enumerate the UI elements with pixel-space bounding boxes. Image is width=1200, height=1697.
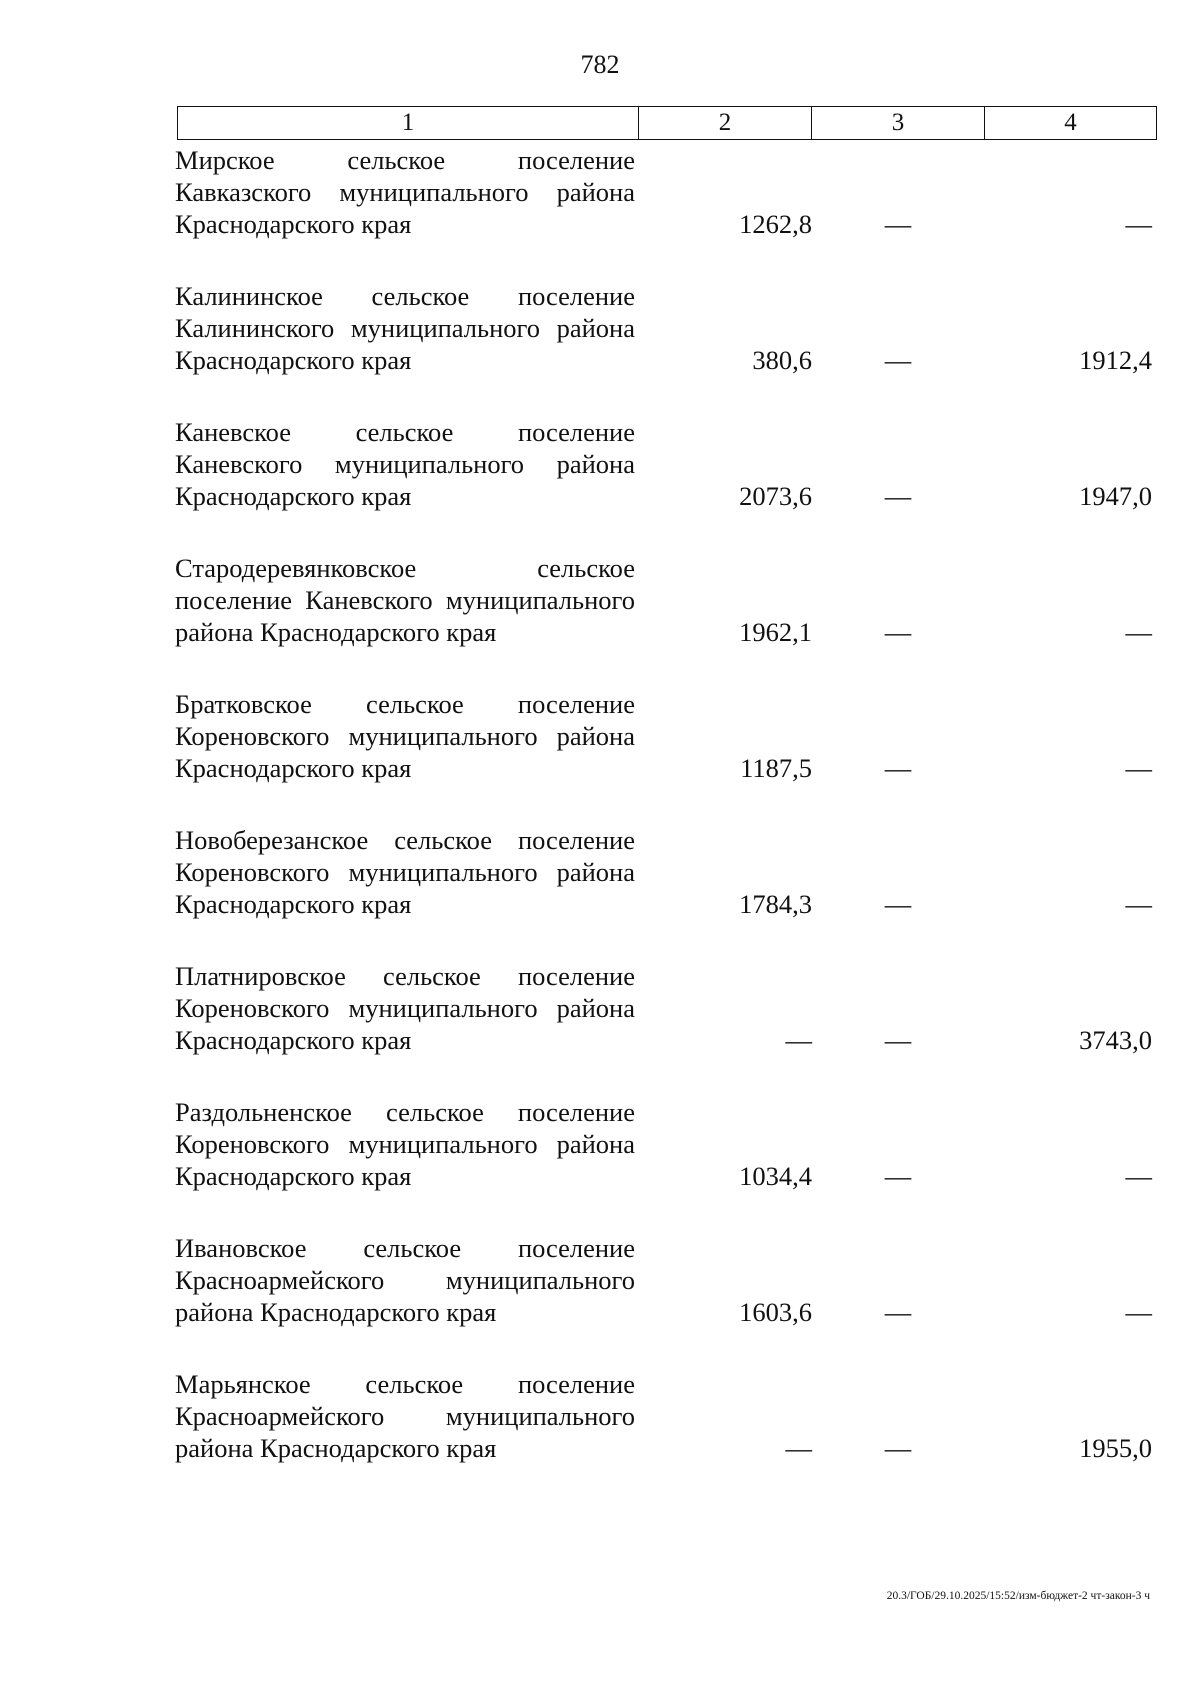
value-col-3: — (884, 889, 912, 919)
value-col-2: 1784,3 (739, 889, 812, 919)
header-col-1: 1 (178, 107, 639, 139)
table-row (0, 552, 1200, 684)
settlement-name: Стародеревянковское сельское поселение Каневского муниципального района Краснодарского края (175, 553, 635, 647)
table-row (0, 1096, 1200, 1228)
document-footer-code: 20.3/ГОБ/29.10.2025/15:52/изм-бюджет-2 чт-закон-3 ч (886, 1590, 1150, 1602)
table-header (177, 106, 1157, 140)
table-row (0, 1368, 1200, 1500)
settlement-name: Ивановское сельское поселение Красноармейского муниципального района Краснодарского края (175, 1233, 635, 1327)
value-col-3: — (884, 1433, 912, 1463)
value-col-4: 1912,4 (1079, 345, 1152, 375)
value-col-2: 1187,5 (740, 753, 812, 783)
table-row (0, 416, 1200, 548)
value-col-2: 1603,6 (739, 1297, 812, 1327)
value-col-2: 1262,8 (739, 209, 812, 239)
value-col-3: — (884, 1297, 912, 1327)
value-col-3: — (884, 753, 912, 783)
header-col-3: 3 (812, 107, 985, 139)
value-col-3: — (884, 1025, 912, 1055)
value-col-4: — (1125, 617, 1152, 647)
settlement-name: Платнировское сельское поселение Кореновского муниципального района Краснодарского края (175, 961, 635, 1055)
header-col-4: 4 (1064, 109, 1077, 136)
table-row (0, 960, 1200, 1092)
value-col-4: 1947,0 (1079, 481, 1152, 511)
value-col-4: — (1125, 753, 1152, 783)
value-col-3: — (884, 617, 912, 647)
value-col-2: — (785, 1025, 812, 1055)
settlement-name: Новоберезанское сельское поселение Кореновского муниципального района Краснодарского края (175, 825, 635, 919)
value-col-3: — (884, 345, 912, 375)
table-row (0, 688, 1200, 820)
value-col-4: — (1125, 209, 1152, 239)
value-col-2: — (785, 1433, 812, 1463)
table-row (0, 824, 1200, 956)
value-col-4: — (1125, 1161, 1152, 1191)
header-col-2: 2 (639, 107, 812, 139)
page-number: 782 (580, 50, 620, 79)
value-col-2: 380,6 (752, 345, 812, 375)
settlement-name: Мирское сельское поселение Кавказского муниципального района Краснодарского края (175, 145, 635, 239)
value-col-2: 1962,1 (739, 617, 812, 647)
value-col-4: — (1125, 889, 1152, 919)
value-col-3: — (884, 1161, 912, 1191)
table-row (0, 144, 1200, 276)
value-col-3: — (884, 481, 912, 511)
settlement-name: Калининское сельское поселение Калининского муниципального района Краснодарского края (175, 281, 635, 375)
settlement-name: Раздольненское сельское поселение Кореновского муниципального района Краснодарского края (175, 1097, 635, 1191)
value-col-3: — (884, 209, 912, 239)
table-row (0, 280, 1200, 412)
table-row (0, 1232, 1200, 1364)
settlement-name: Братковское сельское поселение Кореновского муниципального района Краснодарского края (175, 689, 635, 783)
value-col-4: 3743,0 (1079, 1025, 1152, 1055)
value-col-2: 1034,4 (739, 1161, 812, 1191)
settlement-name: Марьянское сельское поселение Красноармейского муниципального района Краснодарского края (175, 1369, 635, 1463)
value-col-2: 2073,6 (739, 481, 812, 511)
value-col-4: — (1125, 1297, 1152, 1327)
settlement-name: Каневское сельское поселение Каневского муниципального района Краснодарского края (175, 417, 635, 511)
value-col-4: 1955,0 (1079, 1433, 1152, 1463)
